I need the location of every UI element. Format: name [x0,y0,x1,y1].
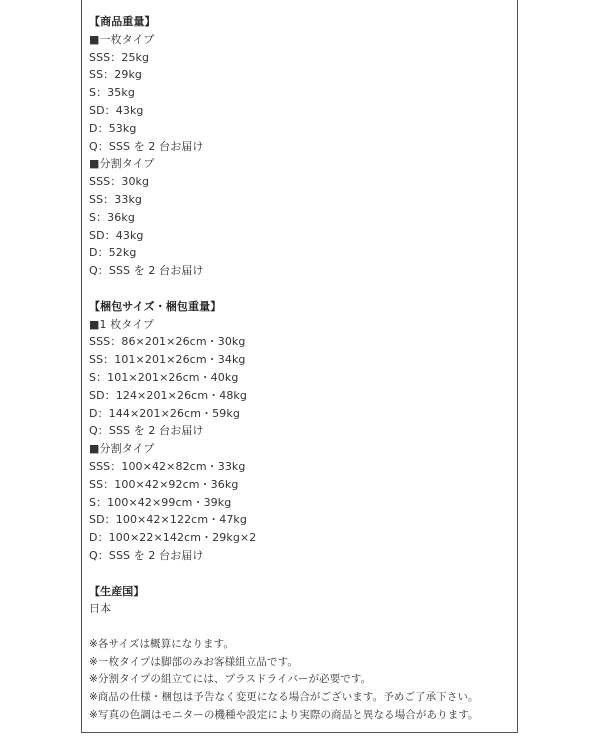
package-split-sd: SD：100×42×122cm・47kg [89,513,247,527]
weight-split-ss: SS：33kg [89,192,143,206]
package-one-piece-label: ■1 枚タイプ [89,317,155,331]
weight-one-piece-ss: SS：29kg [89,68,143,82]
section-spacer [89,565,509,583]
note-item: ※各サイズは概算になります。 [89,637,235,650]
weight-split-sd: SD：43kg [89,228,144,242]
weight-one-piece-q: Q：SSS を 2 台お届け [89,139,204,153]
product-spec-text [89,13,509,725]
package-split-label: ■分割タイプ [89,442,155,456]
weight-one-piece-sss: SSS：25kg [89,50,150,64]
package-split-sss: SSS：100×42×82cm・33kg [89,459,246,473]
package-one-piece-s: S：101×201×26cm・40kg [89,370,239,384]
weight-split-label: ■分割タイプ [89,157,155,171]
note-item: ※一枚タイプは脚部のみお客様組立品です。 [89,655,298,668]
package-one-piece-sd: SD：124×201×26cm・48kg [89,388,247,402]
package-split-s: S：100×42×99cm・39kg [89,495,232,509]
note-item: ※商品の仕様・梱包は予告なく変更になる場合がございます。予めご了承下さい。 [89,691,479,704]
section-spacer [89,618,509,636]
package-split-ss: SS：100×42×92cm・36kg [89,477,239,491]
origin-heading: 【生産国】 [89,584,145,598]
note-item: ※分割タイプの組立てには、プラスドライバーが必要です。 [89,673,372,686]
origin-value: 日本 [89,602,112,616]
weight-one-piece-s: S：35kg [89,86,135,100]
package-one-piece-d: D：144×201×26cm・59kg [89,406,240,420]
package-one-piece-q: Q：SSS を 2 台お届け [89,424,204,438]
weight-split-q: Q：SSS を 2 台お届け [89,264,204,278]
weight-split-sss: SSS：30kg [89,175,150,189]
package-heading: 【梱包サイズ・梱包重量】 [89,299,222,313]
weight-split-s: S：36kg [89,210,135,224]
note-item: ※写真の色調はモニターの機種や設定により実際の商品と異なる場合があります。 [89,709,479,722]
weight-split-d: D：52kg [89,246,137,260]
weight-heading: 【商品重量】 [89,15,156,28]
package-split-q: Q：SSS を 2 台お届け [89,548,204,562]
weight-one-piece-d: D：53kg [89,121,137,135]
weight-one-piece-label: ■一枚タイプ [89,32,155,46]
package-split-d: D：100×22×142cm・29kg×2 [89,531,257,545]
weight-one-piece-sd: SD：43kg [89,103,144,117]
package-one-piece-sss: SSS：86×201×26cm・30kg [89,335,246,349]
section-spacer [89,280,509,298]
package-one-piece-ss: SS：101×201×26cm・34kg [89,353,246,367]
